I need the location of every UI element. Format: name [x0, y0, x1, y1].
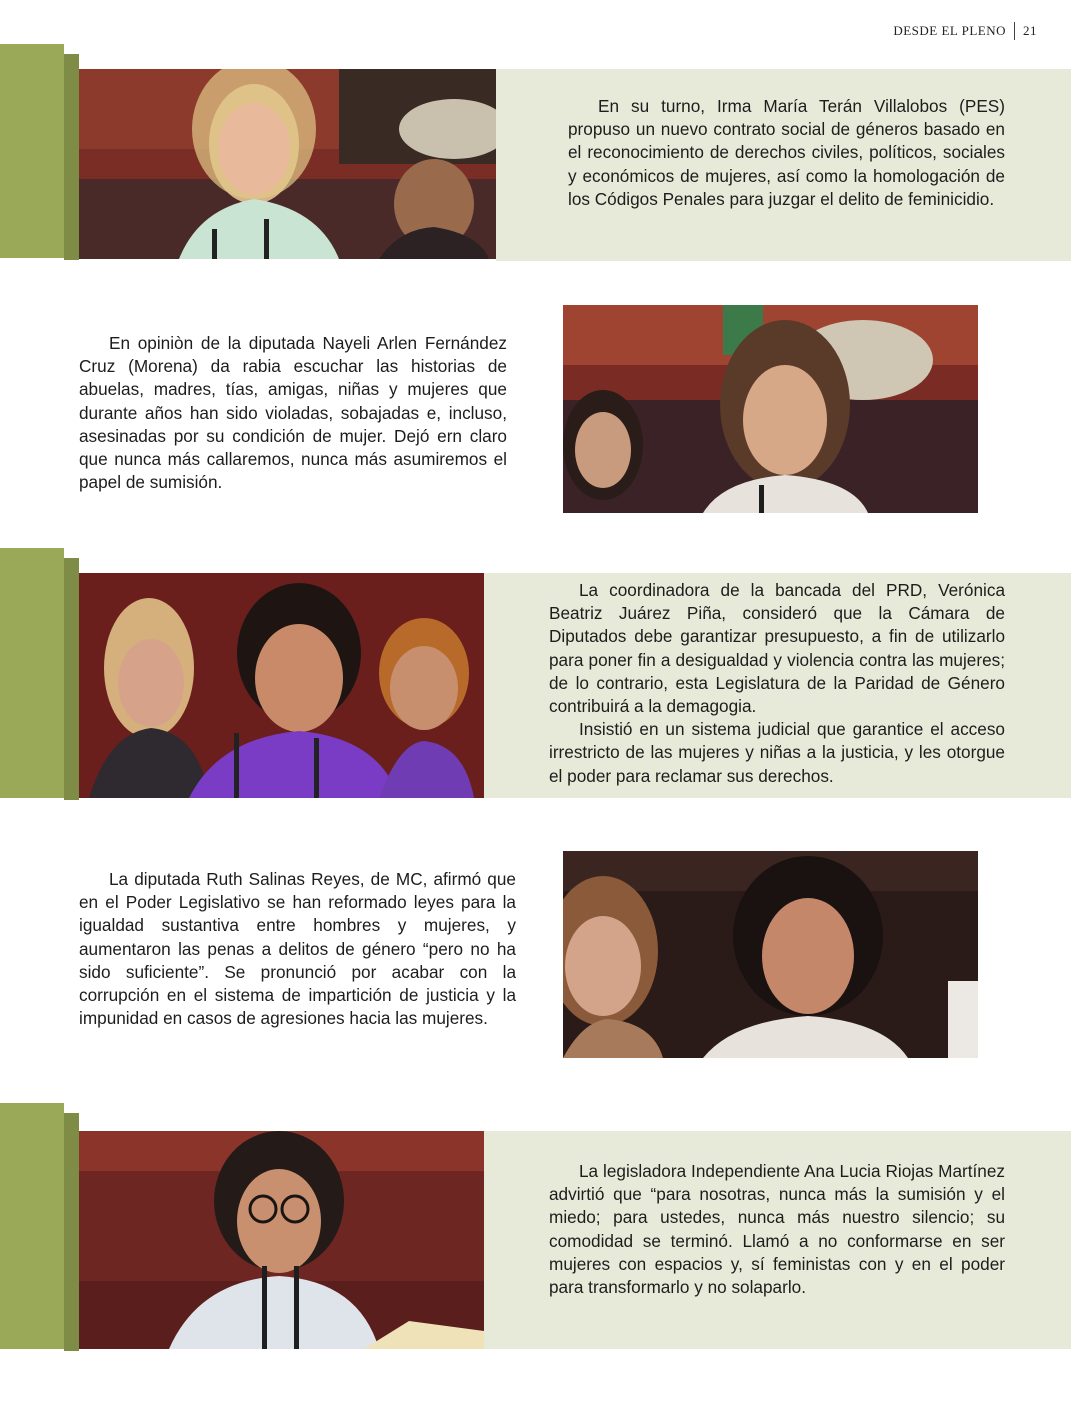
paragraph-text: La diputada Ruth Salinas Reyes, de MC, afirmó que en el Poder Legislativo se han reformado leyes para la igualdad sustantiva entre hombres y mujeres, y aumentaron las penas a delitos de género “pero no ha sido suficiente”. Se pronunció por acabar con la corrupción en el sistema de impartición de justicia y la impunidad en casos de agresiones hacia las mujeres. [79, 869, 516, 1029]
paragraph-text: Insistió en un sistema judicial que garantice el acceso irrestricto de las mujeres y niñas a la justicia, y les otorgue el poder para reclamar sus derechos. [549, 719, 1005, 786]
header-divider [1014, 22, 1015, 40]
paragraph-block-1 [568, 95, 1005, 211]
paragraph-block-4 [79, 868, 516, 1030]
photo-nayeli-fernandez [563, 305, 978, 513]
green-tab-3 [0, 548, 64, 798]
section-title: DESDE EL PLENO [893, 23, 1006, 38]
green-tab-shadow-1 [64, 54, 79, 260]
running-header [893, 22, 1037, 40]
photo-irma-teran [79, 69, 496, 259]
green-tab-shadow-5 [64, 1113, 79, 1351]
paragraph-text: La coordinadora de la bancada del PRD, Verónica Beatriz Juárez Piña, consideró que la Cámara de Diputados debe garantizar presupuesto, a fin de utilizarlo para poner fin a desigualdad y violencia contra las mujeres; de lo contrario, esta Legislatura de la Paridad de Género contribuirá a la demagogia. [549, 580, 1005, 717]
photo-ana-lucia-riojas [79, 1131, 484, 1349]
photo-ruth-salinas [563, 851, 978, 1058]
paragraph-block-5 [549, 1160, 1005, 1299]
paragraph-text: En su turno, Irma María Terán Villalobos (PES) propuso un nuevo contrato social de géneros basado en el reconocimiento de derechos civiles, políticos, sociales y económicos de mujeres, así como la homologación de los Códigos Penales para juzgar el delito de feminicidio. [568, 96, 1005, 209]
green-tab-5 [0, 1103, 64, 1349]
photo-veronica-juarez [79, 573, 484, 798]
green-tab-shadow-3 [64, 558, 79, 800]
page-number: 21 [1023, 23, 1037, 38]
paragraph-block-3 [549, 579, 1005, 788]
green-tab-1 [0, 44, 64, 258]
paragraph-text: En opiniòn de la diputada Nayeli Arlen Fernández Cruz (Morena) da rabia escuchar las historias de abuelas, madres, tías, amigas, niñas y mujeres que durante años han sido violadas, sobajadas e, incluso, asesinadas por su condición de mujer. Dejó ern claro que nunca más callaremos, nunca más asumiremos el papel de sumisión. [79, 333, 507, 493]
paragraph-text: La legisladora Independiente Ana Lucia Riojas Martínez advirtió que “para nosotras, nunca más la sumisión y el miedo; para ustedes, nunca más nuestro silencio; su comodidad se terminó. Llamó a no conformarse en ser mujeres con espacios y, sí feministas con y en el poder para transformarlo y no solaparlo. [549, 1161, 1005, 1298]
paragraph-block-2 [79, 332, 507, 494]
